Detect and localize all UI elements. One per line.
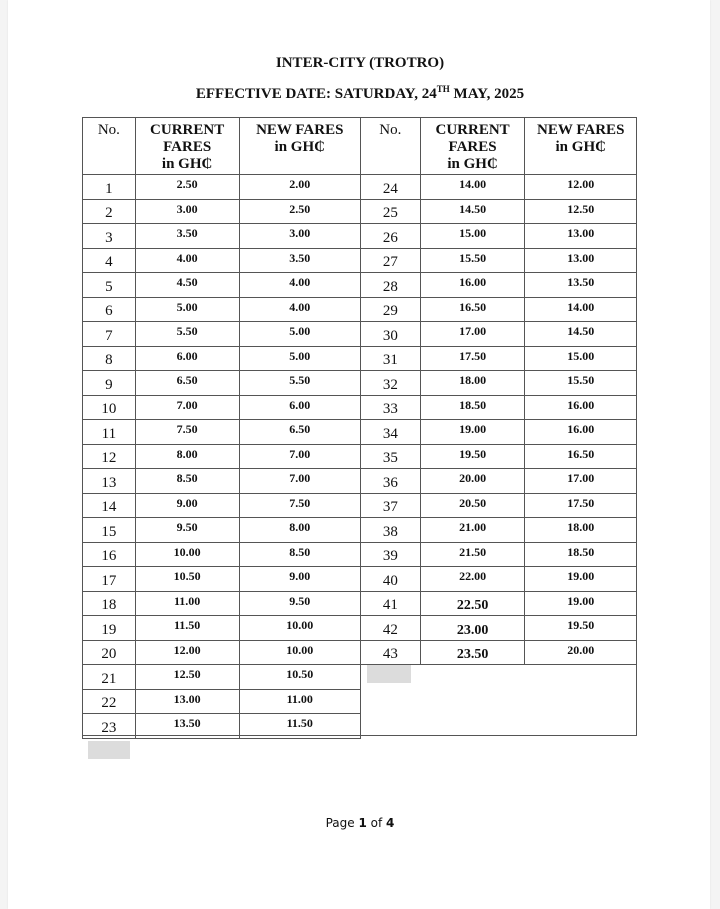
current-fare: 20.00 xyxy=(420,469,525,494)
new-fare: 9.50 xyxy=(239,591,360,616)
table-row xyxy=(361,297,637,322)
row-number: 24 xyxy=(361,175,421,200)
new-fare: 10.00 xyxy=(239,616,360,641)
current-fare: 16.50 xyxy=(420,297,525,322)
new-fare: 15.00 xyxy=(525,346,637,371)
new-fare: 14.00 xyxy=(525,297,637,322)
table-row xyxy=(361,395,637,420)
new-fare: 17.50 xyxy=(525,493,637,518)
new-fare: 4.00 xyxy=(239,273,360,298)
table-row xyxy=(83,248,361,273)
table-row xyxy=(361,322,637,347)
current-fare: 7.00 xyxy=(135,395,239,420)
current-fare: 11.50 xyxy=(135,616,239,641)
header-new-line1: NEW FARES xyxy=(256,122,344,138)
current-fare: 17.00 xyxy=(420,322,525,347)
new-fare: 8.00 xyxy=(239,518,360,543)
table-row xyxy=(83,371,361,396)
row-number: 30 xyxy=(361,322,421,347)
new-fare: 3.50 xyxy=(239,248,360,273)
table-row xyxy=(361,640,637,665)
current-fare: 12.50 xyxy=(135,665,239,690)
row-number: 13 xyxy=(83,469,136,494)
current-fare: 21.50 xyxy=(420,542,525,567)
table-row xyxy=(361,371,637,396)
current-fare: 15.00 xyxy=(420,224,525,249)
current-fare: 19.00 xyxy=(420,420,525,445)
current-fare: 23.00 xyxy=(420,616,525,641)
table-row xyxy=(83,322,361,347)
table-row xyxy=(361,420,637,445)
current-fare: 7.50 xyxy=(135,420,239,445)
row-number: 36 xyxy=(361,469,421,494)
current-fare: 10.00 xyxy=(135,542,239,567)
current-fare: 3.50 xyxy=(135,224,239,249)
fares-table-left xyxy=(82,117,361,739)
current-fare: 14.00 xyxy=(420,175,525,200)
current-fare: 21.00 xyxy=(420,518,525,543)
row-number: 4 xyxy=(83,248,136,273)
new-fare: 10.50 xyxy=(239,665,360,690)
current-fare: 11.00 xyxy=(135,591,239,616)
new-fare: 13.50 xyxy=(525,273,637,298)
new-fare: 4.00 xyxy=(239,297,360,322)
table-row xyxy=(361,591,637,616)
new-fare: 7.00 xyxy=(239,469,360,494)
new-fare: 12.50 xyxy=(525,199,637,224)
effective-date-prefix: EFFECTIVE DATE: SATURDAY, 24 xyxy=(195,86,437,102)
table-row xyxy=(361,273,637,298)
new-fare: 6.00 xyxy=(239,395,360,420)
new-fare: 2.00 xyxy=(239,175,360,200)
table-row xyxy=(361,199,637,224)
fares-table-right xyxy=(360,117,637,665)
new-fare: 16.00 xyxy=(525,395,637,420)
table-row xyxy=(83,591,361,616)
row-number: 37 xyxy=(361,493,421,518)
new-fare: 7.50 xyxy=(239,493,360,518)
redacted-block xyxy=(367,665,411,683)
table-row xyxy=(83,567,361,592)
new-fare: 7.00 xyxy=(239,444,360,469)
table-row xyxy=(83,616,361,641)
new-fare: 19.50 xyxy=(525,616,637,641)
table-row xyxy=(361,567,637,592)
table-row xyxy=(83,224,361,249)
new-fare: 10.00 xyxy=(239,640,360,665)
table-row xyxy=(361,469,637,494)
row-number: 32 xyxy=(361,371,421,396)
current-fare: 9.00 xyxy=(135,493,239,518)
current-fare: 5.50 xyxy=(135,322,239,347)
table-row xyxy=(361,518,637,543)
row-number: 21 xyxy=(83,665,136,690)
new-fare: 20.00 xyxy=(525,640,637,665)
header-new-line2: in GH₵ xyxy=(274,139,325,155)
new-fare: 12.00 xyxy=(525,175,637,200)
table-row xyxy=(83,175,361,200)
effective-date-suffix: MAY, 2025 xyxy=(449,86,525,102)
table-row xyxy=(361,444,637,469)
row-number: 22 xyxy=(83,689,136,714)
row-number: 12 xyxy=(83,444,136,469)
current-fare: 22.00 xyxy=(420,567,525,592)
row-number: 25 xyxy=(361,199,421,224)
new-fare: 18.00 xyxy=(525,518,637,543)
header-no: No. xyxy=(83,118,136,175)
table-row xyxy=(83,640,361,665)
current-fare: 16.00 xyxy=(420,273,525,298)
row-number: 16 xyxy=(83,542,136,567)
table-row xyxy=(83,518,361,543)
effective-date xyxy=(0,86,720,103)
fares-table-left-grid xyxy=(82,117,361,739)
table-row xyxy=(83,542,361,567)
current-fare: 18.50 xyxy=(420,395,525,420)
current-fare: 12.00 xyxy=(135,640,239,665)
row-number: 43 xyxy=(361,640,421,665)
current-fare: 3.00 xyxy=(135,199,239,224)
row-number: 5 xyxy=(83,273,136,298)
row-number: 39 xyxy=(361,542,421,567)
new-fare: 5.00 xyxy=(239,346,360,371)
table-row xyxy=(83,273,361,298)
document-title: INTER-CITY (TROTRO) xyxy=(275,55,445,71)
header-current-line2: FARES xyxy=(163,139,212,155)
new-fare: 14.50 xyxy=(525,322,637,347)
row-number: 18 xyxy=(83,591,136,616)
row-number: 34 xyxy=(361,420,421,445)
new-fare: 19.00 xyxy=(525,567,637,592)
header-no: No. xyxy=(361,118,421,175)
table-row xyxy=(83,346,361,371)
header-current-fares xyxy=(135,118,239,175)
header-current-line3: in GH₵ xyxy=(161,156,213,172)
row-number: 19 xyxy=(83,616,136,641)
header-current-line3: in GH₵ xyxy=(447,156,498,172)
current-fare: 9.50 xyxy=(135,518,239,543)
header-current-line2: FARES xyxy=(448,139,497,155)
table-row xyxy=(361,175,637,200)
row-number: 1 xyxy=(83,175,136,200)
row-number: 17 xyxy=(83,567,136,592)
table-row xyxy=(361,542,637,567)
row-number: 10 xyxy=(83,395,136,420)
table-row xyxy=(83,444,361,469)
current-fare: 4.00 xyxy=(135,248,239,273)
row-number: 40 xyxy=(361,567,421,592)
new-fare: 19.00 xyxy=(525,591,637,616)
new-fare: 5.50 xyxy=(239,371,360,396)
effective-date-ordinal: TH xyxy=(436,84,450,94)
row-number: 42 xyxy=(361,616,421,641)
header-current-fares xyxy=(420,118,525,175)
redacted-block xyxy=(88,741,130,759)
current-fare: 13.00 xyxy=(135,689,239,714)
row-number: 6 xyxy=(83,297,136,322)
row-number: 7 xyxy=(83,322,136,347)
current-fare: 23.50 xyxy=(420,640,525,665)
row-number: 31 xyxy=(361,346,421,371)
table-header-row xyxy=(361,118,637,175)
current-fare: 8.00 xyxy=(135,444,239,469)
table-row xyxy=(83,395,361,420)
page-total: 4 xyxy=(386,816,395,830)
page-prefix: Page xyxy=(325,816,359,830)
current-fare: 10.50 xyxy=(135,567,239,592)
row-number: 27 xyxy=(361,248,421,273)
new-fare: 2.50 xyxy=(239,199,360,224)
new-fare: 6.50 xyxy=(239,420,360,445)
header-current-line1: CURRENT xyxy=(150,122,225,138)
new-fare: 13.00 xyxy=(525,224,637,249)
table-row xyxy=(83,714,361,739)
new-fare: 18.50 xyxy=(525,542,637,567)
row-number: 14 xyxy=(83,493,136,518)
page-of: of xyxy=(366,816,387,830)
new-fare: 11.50 xyxy=(239,714,360,739)
current-fare: 5.00 xyxy=(135,297,239,322)
new-fare: 15.50 xyxy=(525,371,637,396)
new-fare: 16.00 xyxy=(525,420,637,445)
row-number: 28 xyxy=(361,273,421,298)
current-fare: 14.50 xyxy=(420,199,525,224)
table-row xyxy=(361,616,637,641)
row-number: 9 xyxy=(83,371,136,396)
table-row xyxy=(361,248,637,273)
row-number: 33 xyxy=(361,395,421,420)
row-number: 11 xyxy=(83,420,136,445)
current-fare: 6.00 xyxy=(135,346,239,371)
new-fare: 13.00 xyxy=(525,248,637,273)
page-number xyxy=(0,816,720,830)
current-fare: 17.50 xyxy=(420,346,525,371)
header-current-line1: CURRENT xyxy=(435,122,510,138)
current-fare: 15.50 xyxy=(420,248,525,273)
row-number: 3 xyxy=(83,224,136,249)
table-header-row xyxy=(83,118,361,175)
current-fare: 22.50 xyxy=(420,591,525,616)
header-new-fares xyxy=(239,118,360,175)
table-row xyxy=(83,297,361,322)
new-fare: 16.50 xyxy=(525,444,637,469)
current-fare: 13.50 xyxy=(135,714,239,739)
current-fare: 20.50 xyxy=(420,493,525,518)
row-number: 41 xyxy=(361,591,421,616)
current-fare: 2.50 xyxy=(135,175,239,200)
new-fare: 9.00 xyxy=(239,567,360,592)
fares-table-right-grid xyxy=(360,117,637,665)
table-row xyxy=(83,689,361,714)
current-fare: 6.50 xyxy=(135,371,239,396)
new-fare: 8.50 xyxy=(239,542,360,567)
new-fare: 3.00 xyxy=(239,224,360,249)
table-row xyxy=(361,346,637,371)
current-fare: 19.50 xyxy=(420,444,525,469)
header-new-fares xyxy=(525,118,637,175)
table-row xyxy=(83,493,361,518)
row-number: 29 xyxy=(361,297,421,322)
new-fare: 11.00 xyxy=(239,689,360,714)
new-fare: 17.00 xyxy=(525,469,637,494)
row-number: 8 xyxy=(83,346,136,371)
row-number: 26 xyxy=(361,224,421,249)
row-number: 20 xyxy=(83,640,136,665)
table-row xyxy=(83,469,361,494)
new-fare: 5.00 xyxy=(239,322,360,347)
header-new-line2: in GH₵ xyxy=(555,139,606,155)
page-current: 1 xyxy=(358,816,367,830)
row-number: 2 xyxy=(83,199,136,224)
row-number: 23 xyxy=(83,714,136,739)
row-number: 35 xyxy=(361,444,421,469)
table-row xyxy=(361,493,637,518)
table-row xyxy=(83,420,361,445)
header-new-line1: NEW FARES xyxy=(537,122,625,138)
current-fare: 8.50 xyxy=(135,469,239,494)
current-fare: 4.50 xyxy=(135,273,239,298)
table-row xyxy=(83,199,361,224)
row-number: 15 xyxy=(83,518,136,543)
table-row xyxy=(361,224,637,249)
table-row xyxy=(83,665,361,690)
current-fare: 18.00 xyxy=(420,371,525,396)
row-number: 38 xyxy=(361,518,421,543)
